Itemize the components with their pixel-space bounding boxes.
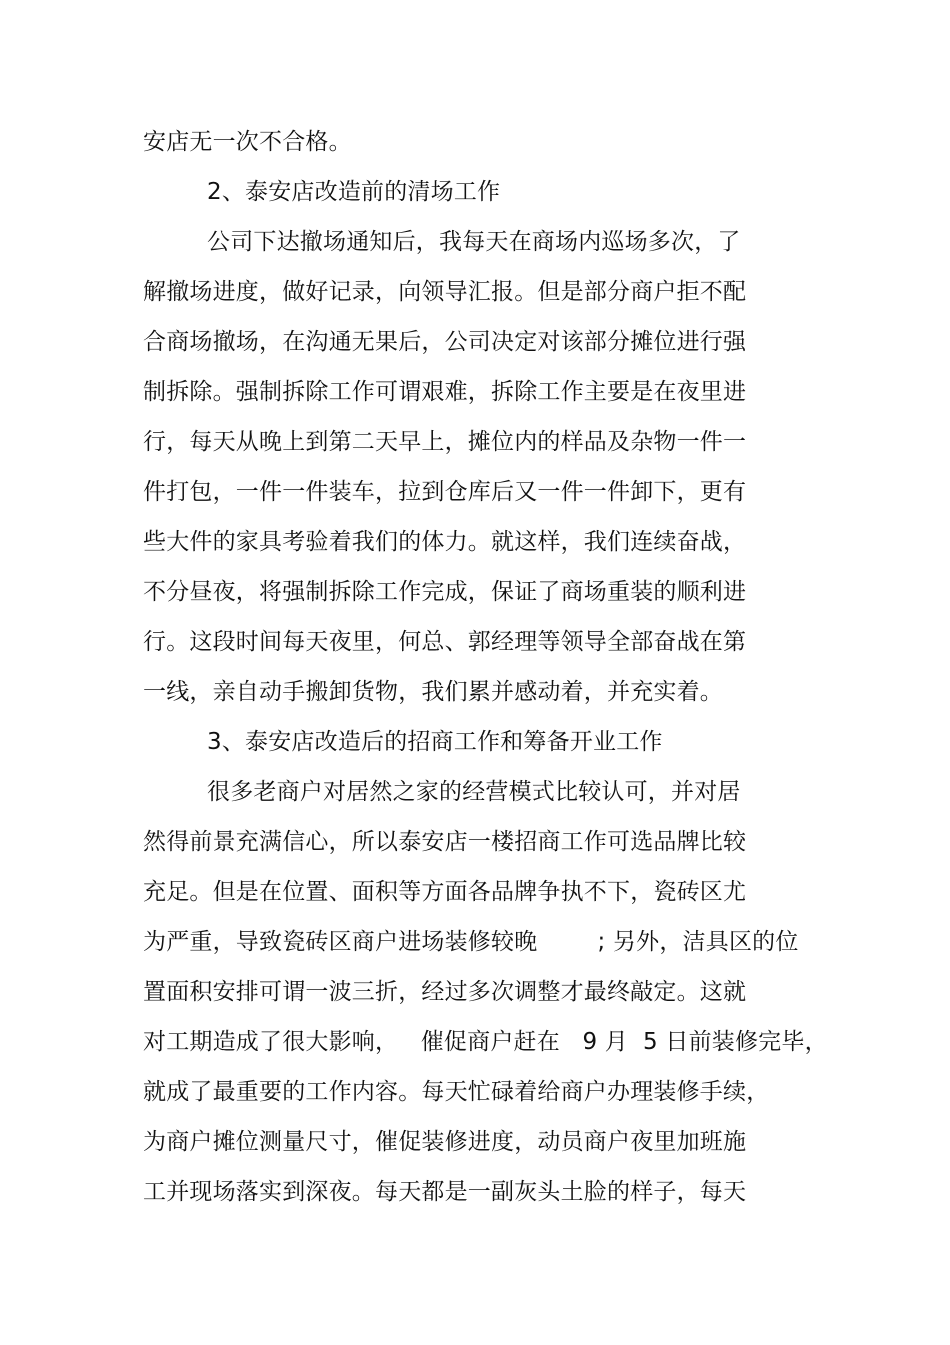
paragraph-line: 行。这段时间每天夜里，何总、郭经理等领导全部奋战在第 (143, 629, 747, 655)
paragraph-line: 然得前景充满信心，所以泰安店一楼招商工作可选品牌比较 (143, 829, 747, 855)
paragraph-line: 行，每天从晚上到第二天早上，摊位内的样品及杂物一件一 (143, 429, 747, 455)
paragraph-line: 件打包，一件一件装车，拉到仓库后又一件一件卸下，更有 (143, 479, 747, 505)
paragraph-line: 制拆除。强制拆除工作可谓艰难，拆除工作主要是在夜里进 (143, 379, 747, 405)
paragraph-line: 就成了最重要的工作内容。每天忙碌着给商户办理装修手续， (143, 1079, 770, 1105)
paragraph-line: 公司下达撤场通知后，我每天在商场内巡场多次，了 (207, 229, 741, 255)
section-heading: 2、泰安店改造前的清场工作 (207, 179, 501, 205)
paragraph-line: 为严重，导致瓷砖区商户进场装修较晚 ; 另外，洁具区的位 (143, 929, 799, 955)
paragraph-line: 合商场撤场，在沟通无果后，公司决定对该部分摊位进行强 (143, 329, 747, 355)
paragraph-line: 置面积安排可谓一波三折，经过多次调整才最终敲定。这就 (143, 979, 747, 1005)
paragraph-line: 充足。但是在位置、面积等方面各品牌争执不下，瓷砖区尤 (143, 879, 747, 905)
paragraph-line: 为商户摊位测量尺寸，催促装修进度，动员商户夜里加班施 (143, 1129, 747, 1155)
section-heading: 3、泰安店改造后的招商工作和筹备开业工作 (207, 729, 663, 755)
paragraph-line: 对工期造成了很大影响， 催促商户赶在 9 月 5 日前装修完毕， (143, 1029, 828, 1055)
paragraph-line: 工并现场落实到深夜。每天都是一副灰头土脸的样子，每天 (143, 1179, 747, 1205)
paragraph-line: 不分昼夜，将强制拆除工作完成，保证了商场重装的顺利进 (143, 579, 747, 605)
paragraph-line: 解撤场进度，做好记录，向领导汇报。但是部分商户拒不配 (143, 279, 747, 305)
paragraph-line: 一线，亲自动手搬卸货物，我们累并感动着，并充实着。 (143, 679, 723, 705)
paragraph-line: 很多老商户对居然之家的经营模式比较认可，并对居 (207, 779, 741, 805)
paragraph-line: 些大件的家具考验着我们的体力。就这样，我们连续奋战， (143, 529, 747, 555)
paragraph-line: 安店无一次不合格。 (143, 129, 352, 155)
